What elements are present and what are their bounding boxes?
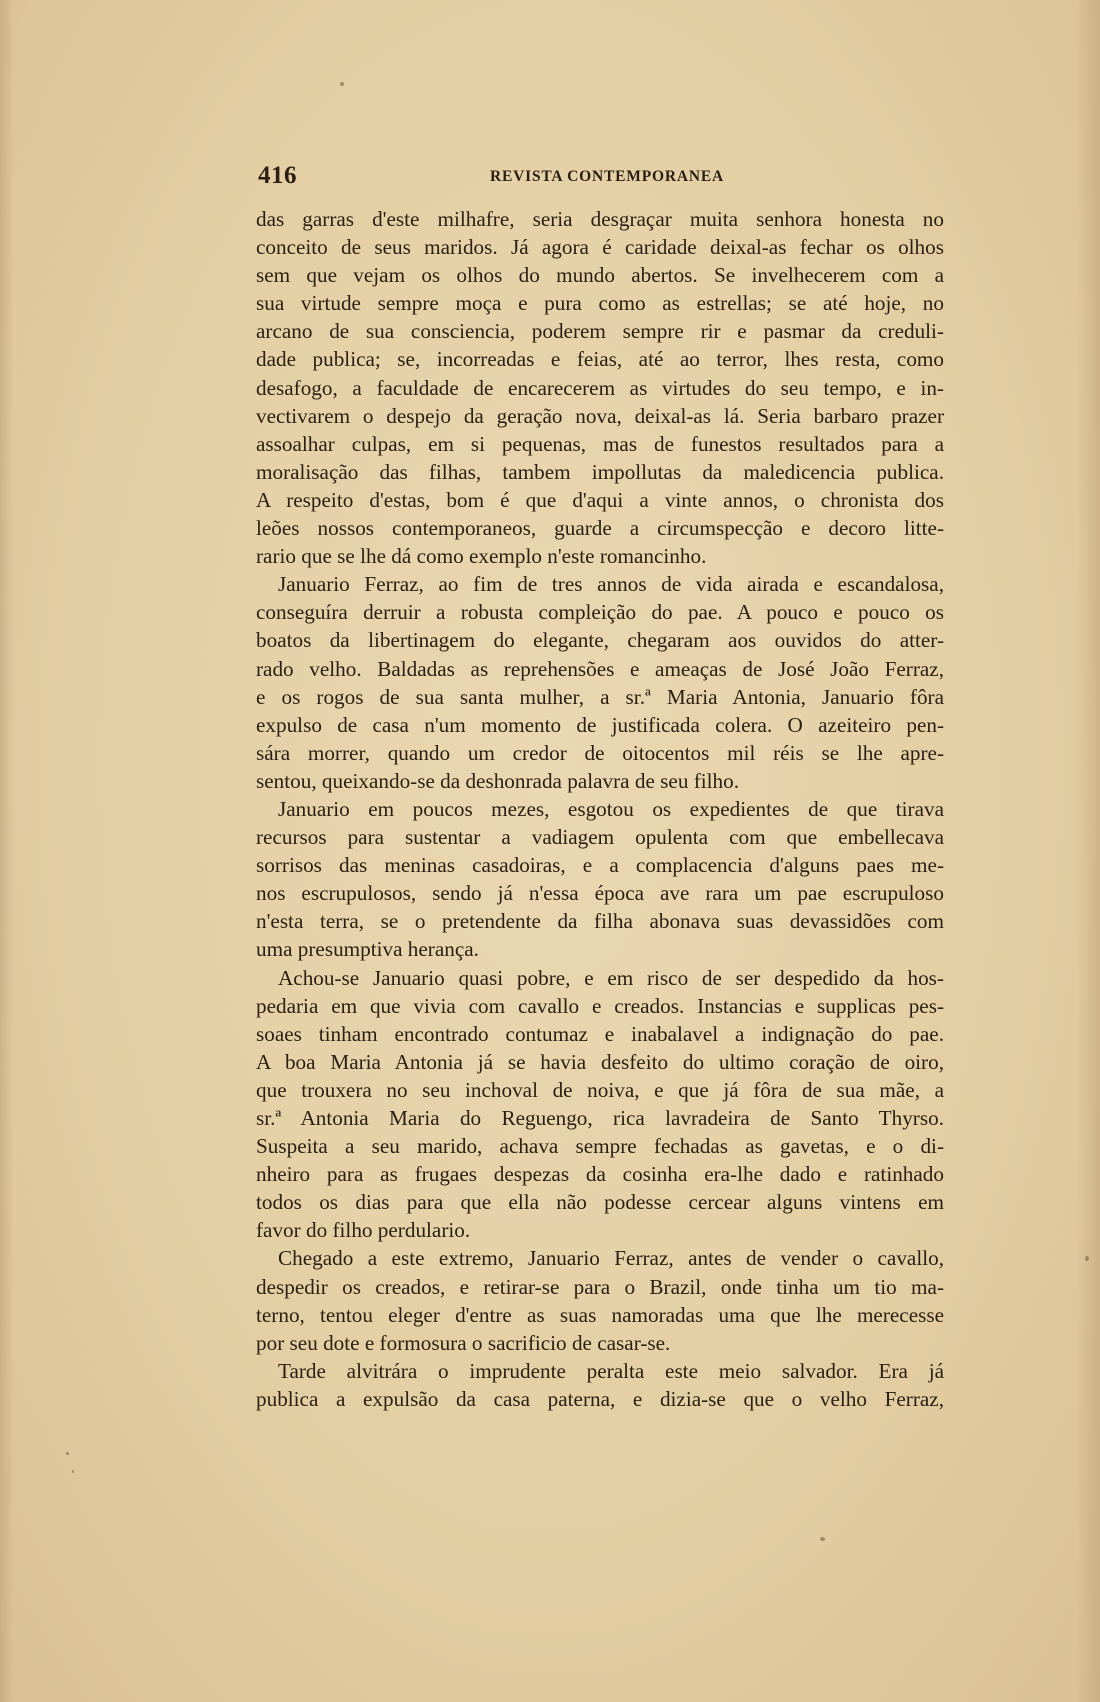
text-line: rado velho. Baldadas as reprehensões e ameaças de José João Ferraz,	[256, 656, 944, 681]
text-line: das garras d'este milhafre, seria desgraçar muita senhora honesta no	[256, 207, 944, 231]
text-line: Achou-se Januario quasi pobre, e em risco de ser despedido da hos-	[278, 965, 944, 990]
paper-speck	[340, 82, 344, 86]
text-line: arcano de sua consciencia, poderem sempre rir e pasmar da creduli-	[256, 319, 944, 344]
text-line: recursos para sustentar a vadiagem opulenta com que embellecava	[256, 825, 944, 850]
text-line: Chegado a este extremo, Januario Ferraz, antes de vender o cavallo,	[278, 1246, 944, 1271]
text-line: conseguíra derruir a robusta compleição do pae. A pouco e pouco os	[256, 600, 944, 625]
text-line: Januario em poucos mezes, esgotou os expedientes de que tirava	[278, 796, 944, 821]
text-line: sr.ª Antonia Maria do Reguengo, rica lavradeira de Santo Thyrso.	[256, 1106, 944, 1130]
text-line: dade publica; se, incorreadas e feias, até ao terror, lhes resta, como	[256, 347, 944, 372]
text-line: A boa Maria Antonia já se havia desfeito do ultimo coração de oiro,	[256, 1049, 944, 1074]
text-line: boatos da libertinagem do elegante, chegaram aos ouvidos do atter-	[256, 628, 944, 653]
text-line: assoalhar culpas, em si pequenas, mas de funestos resultados para a	[256, 431, 944, 456]
text-line: nos escrupulosos, sendo já n'essa época ave rara um pae escrupuloso	[256, 881, 944, 906]
text-line: Suspeita a seu marido, achava sempre fechadas as gavetas, e o di-	[256, 1134, 944, 1159]
text-line: desafogo, a faculdade de encarecerem as virtudes do seu tempo, e in-	[256, 375, 944, 400]
text-line: sára morrer, quando um credor de oitocentos mil réis se lhe apre-	[256, 740, 944, 765]
text-line: A respeito d'estas, bom é que d'aqui a vinte annos, o chronista dos	[256, 487, 944, 512]
page-edge-right	[1076, 0, 1100, 1702]
paper-speck	[72, 1470, 74, 1473]
text-line: expulso de casa n'um momento de justificada colera. O azeiteiro pen-	[256, 712, 944, 737]
paper-speck	[820, 1537, 825, 1541]
text-line: uma presumptiva herança.	[256, 937, 479, 962]
text-line: que trouxera no seu inchoval de noiva, e que já fôra de sua mãe, a	[256, 1077, 944, 1102]
text-line: pedaria em que vivia com cavallo e creados. Instancias e supplicas pes-	[256, 993, 944, 1018]
text-line: Tarde alvitrára o imprudente peralta este meio salvador. Era já	[278, 1358, 944, 1383]
text-line: rario que se lhe dá como exemplo n'este romancinho.	[256, 544, 707, 569]
text-line: sentou, queixando-se da deshonrada palavra de seu filho.	[256, 768, 740, 793]
page-edge-left	[0, 0, 14, 1702]
text-line: sua virtude sempre moça e pura como as estrellas; se até hoje, no	[256, 291, 944, 316]
text-line: favor do filho perdulario.	[256, 1218, 471, 1243]
text-line: despedir os creados, e retirar-se para o Brazil, onde tinha um tio ma-	[256, 1274, 944, 1299]
text-line: Januario Ferraz, ao fim de tres annos de vida airada e escandalosa,	[278, 572, 944, 597]
paper-speck	[66, 1452, 69, 1455]
body-text	[256, 205, 944, 1413]
text-line: conceito de seus maridos. Já agora é caridade deixal-as fechar os olhos	[256, 235, 944, 260]
text-line: n'esta terra, se o pretendente da filha abonava suas devassidões com	[256, 909, 944, 934]
text-line: leões nossos contemporaneos, guarde a circumspecção e decoro litte-	[256, 516, 944, 541]
text-line: terno, tentou eleger d'entre as suas namoradas uma que lhe merecesse	[256, 1302, 944, 1327]
running-title: REVISTA CONTEMPORANEA	[490, 168, 724, 185]
text-line: e os rogos de sua santa mulher, a sr.ª Maria Antonia, Januario fôra	[256, 684, 944, 709]
text-line: moralisação das filhas, tambem impollutas da maledicencia publica.	[256, 459, 944, 484]
page-number: 416	[258, 162, 297, 189]
text-line: sem que vejam os olhos do mundo abertos. Se invelhecerem com a	[256, 263, 944, 288]
text-line: nheiro para as frugaes despezas da cosinha era-lhe dado e ratinhado	[256, 1162, 944, 1187]
text-line: publica a expulsão da casa paterna, e dizia-se que o velho Ferraz,	[256, 1386, 944, 1411]
text-line: vectivarem o despejo da geração nova, deixal-as lá. Seria barbaro prazer	[256, 403, 944, 428]
text-line: sorrisos das meninas casadoiras, e a complacencia d'alguns paes me-	[256, 853, 944, 878]
text-line: todos os dias para que ella não podesse cercear alguns vintens em	[256, 1190, 944, 1215]
paper-speck	[1085, 1256, 1089, 1261]
text-line: soaes tinham encontrado contumaz e inabalavel a indignação do pae.	[256, 1021, 944, 1046]
page-header	[258, 162, 942, 192]
text-line: por seu dote e formosura o sacrificio de casar-se.	[256, 1330, 671, 1355]
